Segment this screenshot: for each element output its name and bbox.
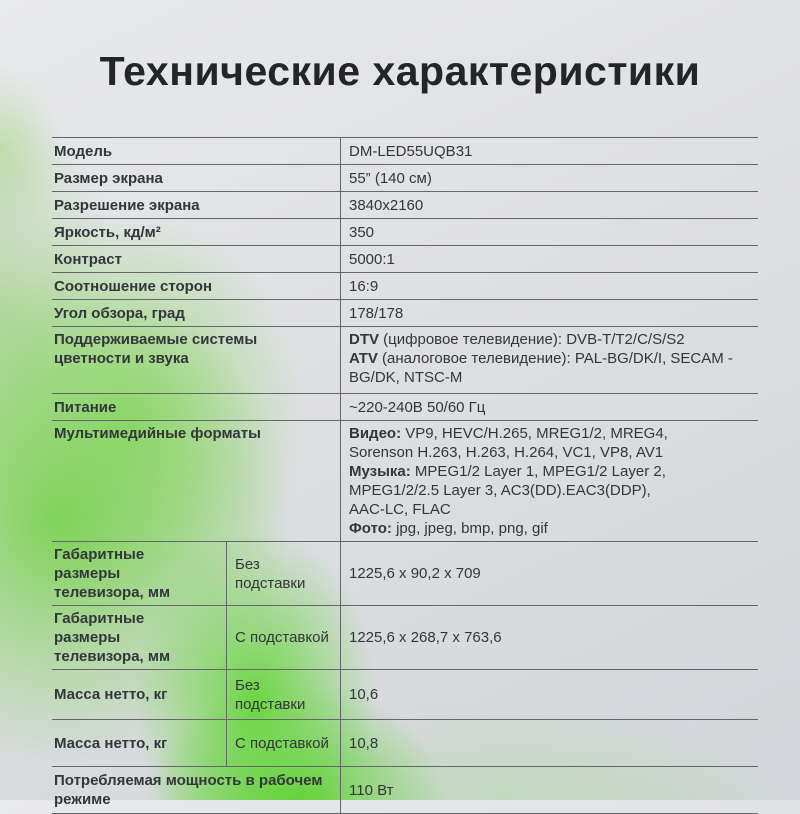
table-row-dimensions-no-stand: [52, 542, 758, 606]
spec-table: [52, 137, 758, 814]
table-row-power-consumption: [52, 767, 758, 814]
table-row-viewing-angle: [52, 300, 758, 327]
page-title: Технические характеристики: [99, 48, 701, 94]
table-row-aspect-ratio: [52, 273, 758, 300]
spec-value: 55” (140 см): [340, 165, 758, 191]
spec-label: Потребляемая мощность в рабочем режиме: [54, 772, 323, 808]
spec-sublabel: Без подставки: [226, 542, 340, 605]
spec-label: Яркость, кд/м²: [54, 223, 161, 241]
table-row-power-supply: [52, 394, 758, 421]
spec-label: Масса нетто, кг: [54, 686, 168, 703]
table-row-tv-systems: [52, 327, 758, 394]
table-row-model: [52, 138, 758, 165]
table-row-screen-size: [52, 165, 758, 192]
spec-label: Габаритные размеры телевизора, мм: [54, 610, 171, 665]
spec-sublabel: Без подставки: [226, 670, 340, 719]
spec-value: 1225,6 x 268,7 x 763,6: [340, 606, 758, 669]
spec-label: Соотношение сторон: [54, 277, 213, 295]
spec-label: Контраст: [54, 250, 122, 268]
spec-value: ~220-240В 50/60 Гц: [340, 394, 758, 420]
table-row-dimensions-with-stand: [52, 606, 758, 670]
spec-value: 350: [340, 219, 758, 245]
spec-label: Разрешение экрана: [54, 196, 200, 214]
table-row-contrast: [52, 246, 758, 273]
spec-label: Мультимедийные форматы: [54, 425, 261, 442]
spec-value: 16:9: [340, 273, 758, 299]
spec-sublabel: С подставкой: [226, 720, 340, 766]
spec-label: Габаритные размеры телевизора, мм: [54, 546, 171, 601]
spec-label: Масса нетто, кг: [54, 734, 168, 752]
spec-value: Видео: VP9, HEVC/H.265, MREG1/2, MREG4, Sorenson H.263, H.263, H.264, VC1, VP8, AV1 Музыка: MPEG1/2 Layer 1, MPEG1/2 Layer 2, MPEG1/2/2.5 Layer 3, AC3(DD).EAC3(DDP), AAC-LC, FLAC Фото: jpg, jpeg, bmp, png, gif: [340, 421, 758, 541]
spec-value: DM-LED55UQB31: [340, 138, 758, 164]
spec-value: 10,8: [340, 720, 758, 766]
table-row-multimedia-formats: [52, 421, 758, 542]
table-row-weight-no-stand: [52, 670, 758, 720]
spec-value: 10,6: [340, 670, 758, 719]
spec-label: Питание: [54, 398, 117, 416]
spec-label: Поддерживаемые системы цветности и звука: [54, 331, 258, 367]
spec-value: 178/178: [340, 300, 758, 326]
table-row-resolution: [52, 192, 758, 219]
spec-value: 110 Вт: [340, 767, 758, 813]
table-row-weight-with-stand: [52, 720, 758, 767]
spec-label: Размер экрана: [54, 169, 163, 187]
spec-value: 5000:1: [340, 246, 758, 272]
spec-label: Модель: [54, 142, 113, 160]
table-row-brightness: [52, 219, 758, 246]
spec-value: 1225,6 x 90,2 x 709: [340, 542, 758, 605]
spec-value: 3840x2160: [340, 192, 758, 218]
spec-label: Угол обзора, град: [54, 304, 185, 322]
spec-value: DTV (цифровое телевидение): DVB-T/T2/C/S/S2 ATV (аналоговое телевидение): PAL-BG/DK/I, SECAM - BG/DK, NTSC-M: [340, 327, 758, 393]
spec-sublabel: С подставкой: [226, 606, 340, 669]
